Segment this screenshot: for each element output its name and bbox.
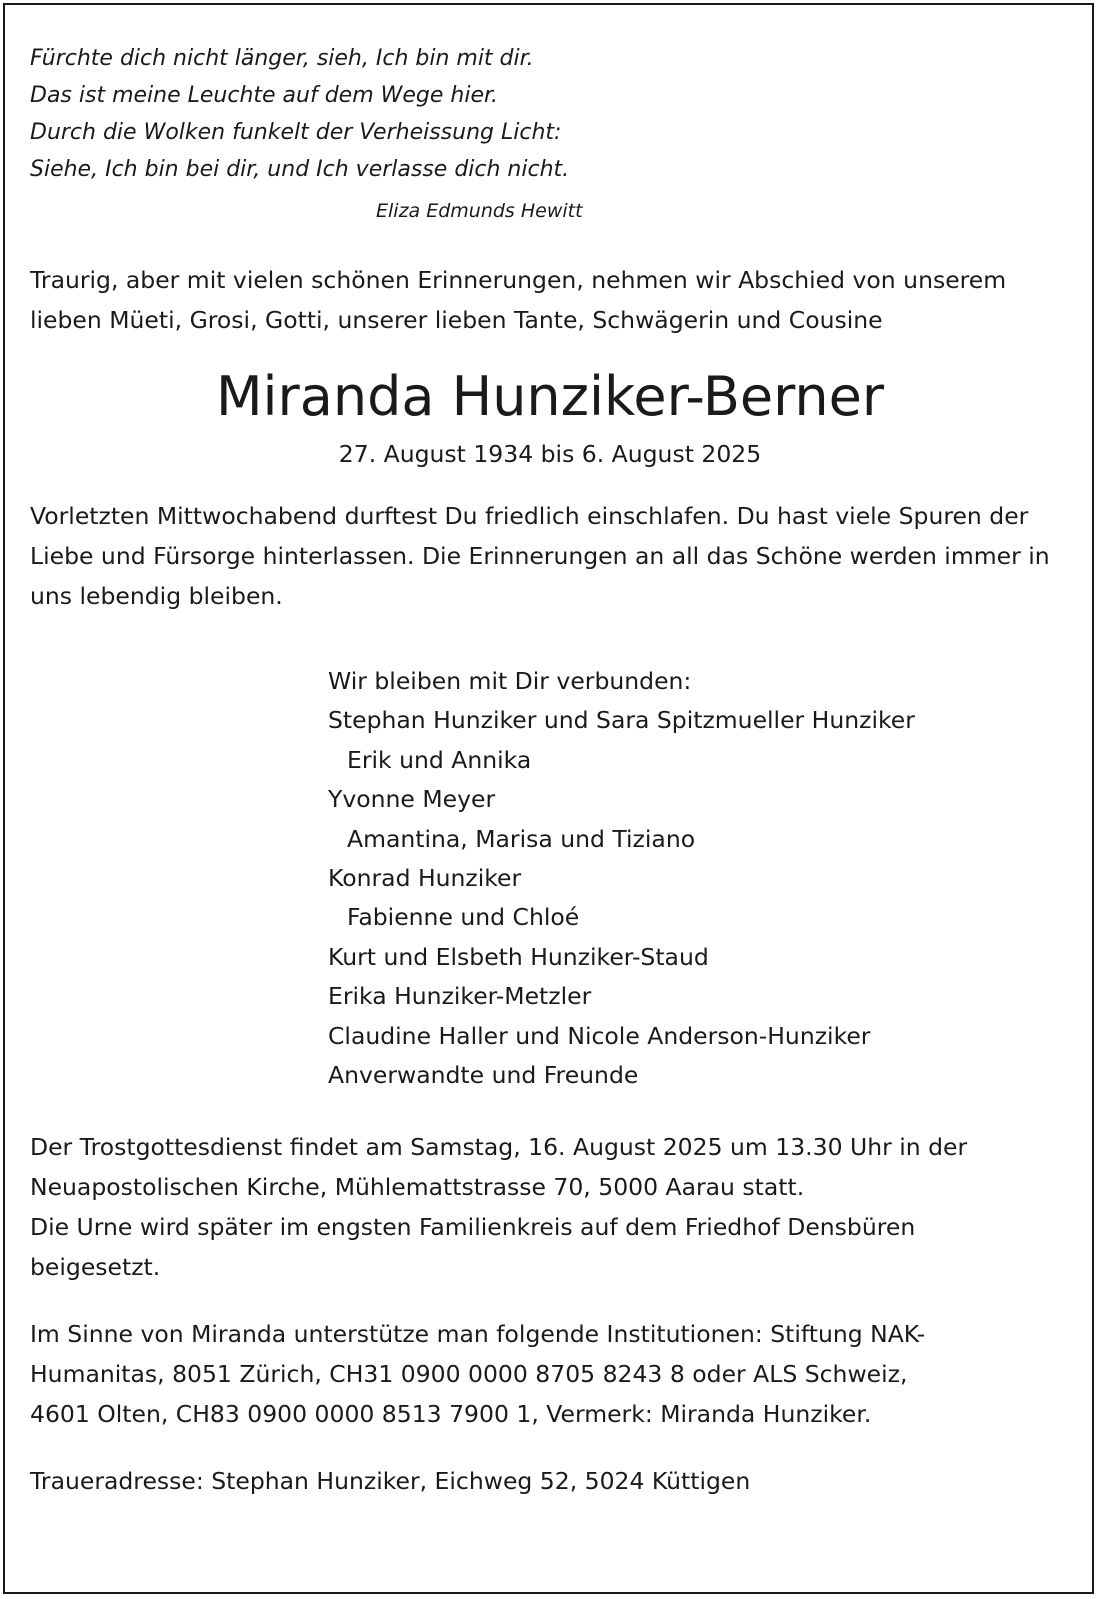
mourner-line: Anverwandte und Freunde [328,1061,639,1090]
mourning-address: Traueradresse: Stephan Hunziker, Eichweg 52, 5024 Küttigen [30,1467,751,1496]
mourner-line: Erika Hunziker-Metzler [328,982,592,1011]
mourner-line: Fabienne und Chloé [347,903,580,932]
mourners-list [30,662,1070,1095]
mourner-line: Stephan Hunziker und Sara Spitzmueller Hunziker [328,706,915,735]
poem [30,40,1070,188]
donation-line: 4601 Olten, CH83 0900 0000 8513 7900 1, Vermerk: Miranda Hunziker. [30,1400,872,1429]
mourner-line: Amantina, Marisa und Tiziano [347,824,696,853]
service-line: Die Urne wird später im engsten Familienkreis auf dem Friedhof Densbüren [30,1213,916,1242]
life-dates: 27. August 1934 bis 6. August 2025 [338,440,762,468]
mourner-line: Claudine Haller und Nicole Anderson-Hunziker [328,1021,871,1050]
donation-line: Im Sinne von Miranda unterstütze man folgende Institutionen: Stiftung NAK- [30,1320,926,1349]
deceased-name: Miranda Hunziker-Berner [215,365,885,428]
poem-line: Fürchte dich nicht länger, sieh, Ich bin mit dir. [30,46,534,71]
service-line: Neuapostolischen Kirche, Mühlemattstrasse 70, 5000 Aarau statt. [30,1173,805,1202]
mourner-line: Yvonne Meyer [328,785,496,814]
donation-line: Humanitas, 8051 Zürich, CH31 0900 0000 8705 8243 8 oder ALS Schweiz, [30,1360,908,1389]
service-line: beigesetzt. [30,1253,161,1282]
service-info [30,1127,1070,1287]
poem-line: Das ist meine Leuchte auf dem Wege hier. [30,83,499,108]
mourner-line: Kurt und Elsbeth Hunziker-Staud [328,942,709,971]
service-line: Der Trostgottesdienst findet am Samstag, 16. August 2025 um 13.30 Uhr in der [30,1133,968,1162]
poem-author: Eliza Edmunds Hewitt [376,200,583,222]
mourner-line: Erik und Annika [347,745,532,774]
intro-text: Traurig, aber mit vielen schönen Erinnerungen, nehmen wir Abschied von unserem lieben Müeti, Grosi, Gotti, unserer lieben Tante, Schwägerin und Cousine [30,266,1007,334]
mourners-heading: Wir bleiben mit Dir verbunden: [328,667,692,695]
donation-info [30,1314,1070,1434]
mourner-line: Konrad Hunziker [328,864,522,893]
poem-line: Durch die Wolken funkelt der Verheissung Licht: [30,120,562,145]
poem-line: Siehe, Ich bin bei dir, und Ich verlasse dich nicht. [30,157,570,182]
obituary-notice [30,40,1070,1501]
tribute-text: Vorletzten Mittwochabend durftest Du friedlich einschlafen. Du hast viele Spuren der Liebe und Fürsorge hinterlassen. Die Erinnerungen an all das Schöne werden immer in uns lebendig bleiben. [30,502,1050,610]
